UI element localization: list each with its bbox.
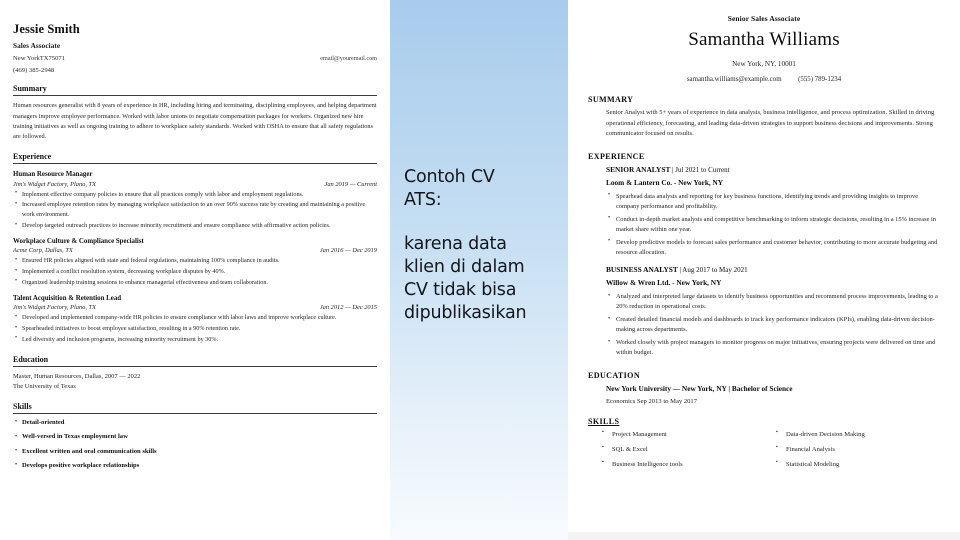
left-experience-entry <box>13 238 377 288</box>
right-summary-text: Senior Analyst with 5+ years of experience in data analysis, business intelligence, and process optimization. Skilled in driving operational efficiency, forecasting, and leading data-driven strategies to support business decisions and improvements. Strong communicator focused on results. <box>606 109 935 138</box>
right-experience-heading: EXPERIENCE <box>588 151 645 161</box>
right-job-title <box>606 265 940 274</box>
right-contact-row <box>588 76 940 83</box>
right-skill-item: ▪ Project Management <box>602 431 766 438</box>
right-skill-item: ▪ Financial Analysis <box>776 446 940 453</box>
right-experience-entry <box>588 165 940 259</box>
right-job-title <box>606 165 940 174</box>
left-candidate-title: Sales Associate <box>13 42 61 51</box>
left-experience-heading: Experience <box>13 152 52 162</box>
right-education-school: New York University — New York, NY | Bachelor of Science <box>606 383 793 393</box>
right-job-bullet: • Develop predictive models to forecast sales performance and customer behavior, contributing to more accurate budgeting and resource allocation. <box>606 238 940 259</box>
left-resume-document <box>0 0 390 540</box>
center-caption-line-3: karena data <box>404 233 507 254</box>
right-email: samantha.williams@example.com <box>686 76 782 83</box>
left-job-dates: Jan 2019 — Current <box>324 180 377 188</box>
right-job-bullets <box>606 192 940 259</box>
left-skill-item: • Well-versed in Texas employment law <box>13 433 377 442</box>
center-caption-line-4: klien di dalam <box>404 256 525 277</box>
left-job-bullets <box>13 190 377 231</box>
left-job-meta <box>13 181 377 188</box>
left-skill-item: • Develops positive workplace relationships <box>13 462 377 471</box>
left-education-school: The University of Texas <box>13 382 76 390</box>
left-job-dates: Jan 2016 — Dec 2019 <box>319 247 377 255</box>
left-job-bullet: • Develop targeted outreach practices to increase minority recruitment and ensure compliance with affirmative action policies. <box>13 221 377 231</box>
left-email: email@youremail.com <box>320 55 377 63</box>
left-job-bullet: • Spearheaded initiatives to boost employee satisfaction, resulting in a 90% retention rate. <box>13 324 377 334</box>
left-skills-list <box>13 419 377 471</box>
right-candidate-name: Samantha Williams <box>688 29 840 50</box>
right-skill-item: ▪ Business Intelligence tools <box>602 461 766 468</box>
left-summary-text: Human resources generalist with 8 years of experience in HR, including hiring and terminating, disciplining employees, and helping department managers improve employee performance. Worked with labor unions to negotiate compensation packages for workers. Organized new hire training initiatives as well as ongoing training to adhere to workplace safety standards. Worked with OSHA to ensure that all safety regulations are followed. <box>13 102 377 140</box>
left-job-title: Talent Acquisition & Retention Lead <box>13 294 122 302</box>
right-skill-item: ▪ SQL & Excel <box>602 446 766 453</box>
left-skill-item: • Excellent written and oral communication skills <box>13 448 377 457</box>
right-job-dates: | Jul 2021 to Current <box>672 165 730 174</box>
left-experience-entry <box>13 171 377 231</box>
right-job-bullet: • Worked closely with project managers to monitor progress on major initiatives, ensuring projects were delivered on time and within budget. <box>606 338 940 359</box>
left-job-bullet: • Implement effective company policies to ensure that all practices comply with labor and employment regulations. <box>13 190 377 200</box>
right-resume-document <box>568 0 960 532</box>
left-summary-rule <box>13 95 377 96</box>
left-location: New YorkTX75071 <box>13 55 66 63</box>
left-job-bullet: • Led diversity and inclusion programs, increasing minority recruitment by 30%. <box>13 335 377 345</box>
left-job-company: Jim's Widget Factory, Plano, TX <box>13 304 97 312</box>
right-job-company: Willow & Wren Ltd. - New York, NY <box>606 278 722 288</box>
left-job-bullet: • Organized leadership training sessions to enhance managerial effectiveness and team collaboration. <box>13 278 377 288</box>
right-summary-body <box>588 108 940 140</box>
right-job-bullet: • Spearhead data analysis and reporting for key business functions, identifying trends and providing insights to improve company performance and profitability. <box>606 192 940 213</box>
left-education-rule <box>13 366 377 367</box>
center-caption-line-1: Contoh CV <box>404 167 495 187</box>
center-caption-line-2: ATS: <box>404 190 442 211</box>
right-summary-heading: SUMMARY <box>588 95 634 104</box>
right-job-bullet: • Conduct in-depth market analysis and competitive benchmarking to inform strategic decisions, resulting in a 15% increase in market share within one year. <box>606 215 940 236</box>
right-candidate-title: Senior Sales Associate <box>727 14 801 23</box>
right-job-bullet: • Created detailed financial models and dashboards to track key performance indicators (KPIs), enabling data-driven decision-making across departments. <box>606 315 940 336</box>
center-caption-text <box>404 166 574 326</box>
left-contact-row <box>13 55 377 62</box>
left-education-heading: Education <box>13 354 49 364</box>
right-skill-item: ▪ Statistical Modeling <box>776 461 940 468</box>
right-skill-item: ▪ Data-driven Decision Making <box>776 431 940 438</box>
right-job-company: Loom & Lantern Co. - New York, NY <box>606 177 724 187</box>
right-education-heading: EDUCATION <box>588 370 641 380</box>
left-job-bullets <box>13 313 377 344</box>
left-education-degree: Master, Human Resources, Dallas, 2007 — 2022 <box>13 372 141 380</box>
left-experience-entry <box>13 295 377 345</box>
left-skills-heading: Skills <box>13 401 32 411</box>
center-caption-panel <box>390 0 568 540</box>
left-job-company: Acme Corp, Dallas, TX <box>13 247 73 255</box>
right-job-title-text: SENIOR ANALYST <box>606 164 671 174</box>
left-job-company: Jim's Widget Factory, Plano, TX <box>13 180 97 188</box>
right-job-title-text: BUSINESS ANALYST <box>606 265 678 275</box>
left-job-dates: Jan 2012 — Dec 2015 <box>319 304 377 312</box>
left-resume-header <box>13 22 377 74</box>
left-job-title: Workplace Culture & Compliance Specialist <box>13 237 144 245</box>
right-job-bullet: • Analyzed and interpreted large datasets to identify business opportunities and recommend process improvements, leading to a 20% reduction in operational costs. <box>606 292 940 313</box>
left-job-title: Human Resource Manager <box>13 171 93 179</box>
right-experience-entry <box>588 265 940 359</box>
left-job-bullet: • Increased employee retention rates by managing workplace satisfaction to an over 90% success rate by creating and maintaining a positive work environment. <box>13 200 377 220</box>
left-job-bullet: • Developed and implemented company-wide HR policies to ensure compliance with labor laws and improve workplace culture. <box>13 313 377 323</box>
center-caption-line-5: CV tidak bisa <box>404 280 517 301</box>
left-phone: (469) 385-2948 <box>13 67 55 75</box>
right-education-detail: Economics Sep 2013 to May 2017 <box>606 397 698 405</box>
left-candidate-name: Jessie Smith <box>13 22 80 36</box>
right-location: New York, NY, 10001 <box>732 60 796 68</box>
right-resume-header <box>588 14 940 83</box>
left-skill-item: • Detail-oriented <box>13 419 377 428</box>
right-education-body <box>588 384 940 405</box>
left-job-meta <box>13 247 377 254</box>
left-skills-rule <box>13 413 377 414</box>
center-caption-line-6: dipublikasikan <box>404 303 527 324</box>
left-job-bullet: • Implemented a conflict resolution system, decreasing workplace disputes by 40%. <box>13 267 377 277</box>
left-job-bullets <box>13 256 377 287</box>
right-job-dates: | Aug 2017 to May 2021 <box>679 266 748 275</box>
right-skills-heading: SKILLS <box>588 416 620 426</box>
right-job-bullets <box>606 292 940 359</box>
left-job-meta <box>13 304 377 311</box>
left-experience-rule <box>13 163 377 164</box>
right-skills-grid <box>588 431 940 468</box>
right-phone: (555) 789-1234 <box>798 76 842 83</box>
left-summary-heading: Summary <box>13 84 47 94</box>
left-job-bullet: • Ensured HR policies aligned with state and federal regulations, maintaining 100% compliance in audits. <box>13 256 377 266</box>
